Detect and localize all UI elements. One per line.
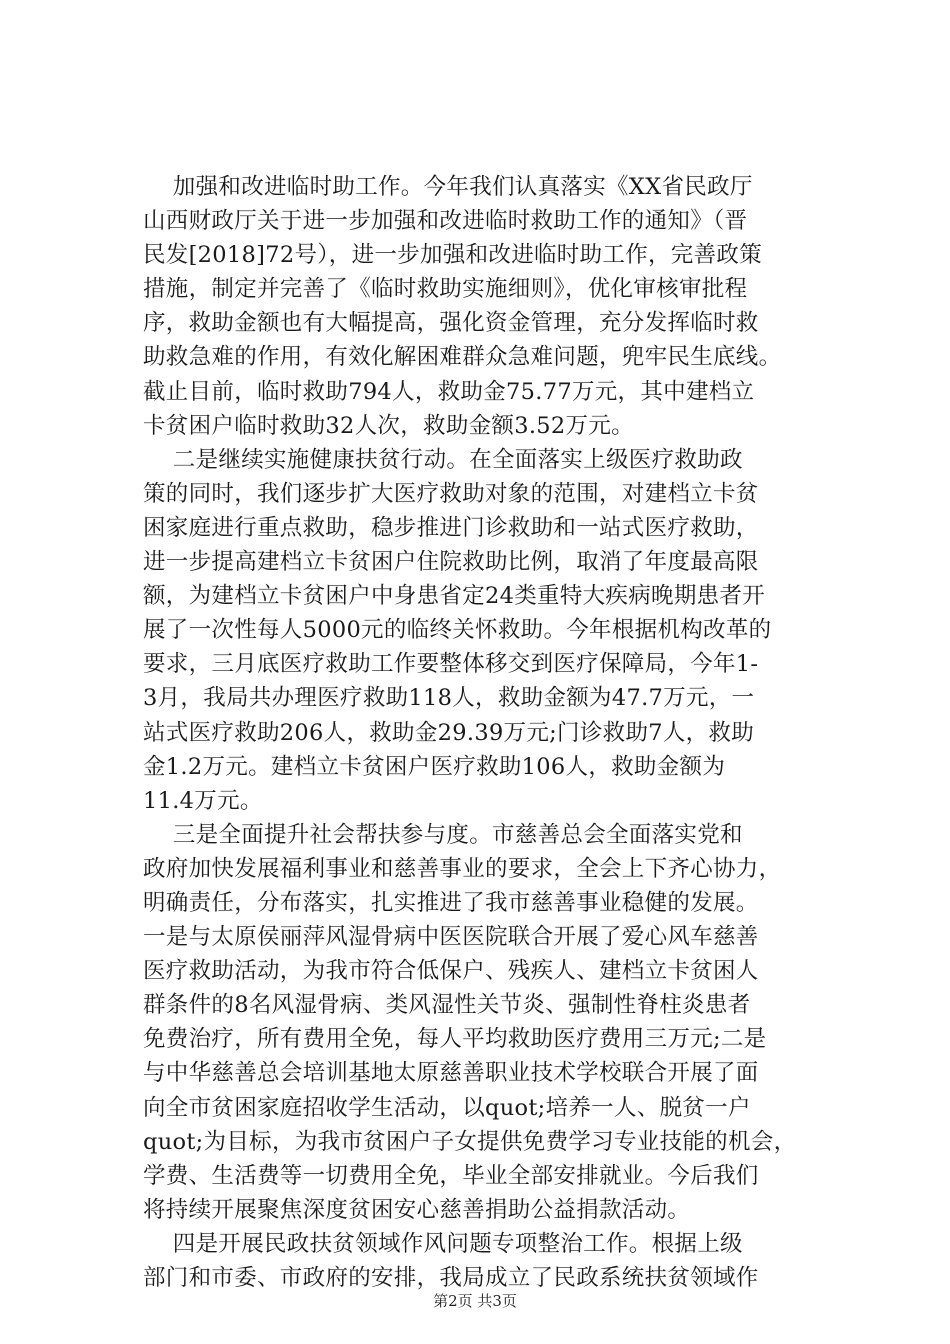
text-line: 四是开展民政扶贫领域作风问题专项整治工作。根据上级 — [143, 1230, 743, 1257]
text-line: 二是继续实施健康扶贫行动。在全面落实上级医疗救助政 — [143, 446, 743, 473]
text-line: 部门和市委、市政府的安排，我局成立了民政系统扶贫领域作 — [143, 1265, 759, 1291]
text-line: 措施，制定并完善了《临时救助实施细则》，优化审核审批程 — [143, 276, 748, 303]
text-line: 三是全面提升社会帮扶参与度。市慈善总会全面落实党和 — [143, 821, 743, 848]
text-line: 政府加快发展福利事业和慈善事业的要求，全会上下齐心协力， — [143, 855, 782, 882]
text-line: 额，为建档立卡贫困户中身患省定24类重特大疾病晚期患者开 — [143, 583, 766, 610]
text-line: 策的同时，我们逐步扩大医疗救助对象的范围，对建档立卡贫 — [143, 480, 759, 507]
text-line: 山西财政厅关于进一步加强和改进临时救助工作的通知》（晋 — [143, 208, 748, 235]
text-line: quot;为目标，为我市贫困户子女提供免费学习专业技能的机会， — [143, 1128, 797, 1155]
text-line: 展了一次性每人5000元的临终关怀救助。今年根据机构改革的 — [143, 617, 772, 644]
text-line: 站式医疗救助206人，救助金29.39万元;门诊救助7人，救助 — [143, 719, 755, 746]
page-footer: 第2页 共3页 — [433, 1292, 517, 1310]
text-line: 序，救助金额也有大幅提高，强化资金管理，充分发挥临时救 — [143, 310, 759, 337]
text-line: 学费、生活费等一切费用全免，毕业全部安排就业。今后我们 — [143, 1162, 759, 1189]
text-line: 向全市贫困家庭招收学生活动，以quot;培养一人、脱贫一户 — [143, 1094, 751, 1121]
text-line: 截止目前，临时救助794人，救助金75.77万元，其中建档立 — [143, 378, 755, 405]
text-line: 群条件的8名风湿骨病、类风湿性关节炎、强制性脊柱炎患者 — [143, 992, 751, 1019]
text-line: 医疗救助活动，为我市符合低保户、残疾人、建档立卡贫困人 — [143, 958, 759, 985]
text-line: 11.4万元。 — [143, 787, 263, 814]
body-text — [143, 170, 843, 1295]
text-line: 助救急难的作用，有效化解困难群众急难问题，兜牢民生底线。 — [143, 344, 782, 371]
text-line: 民发[2018]72号），进一步加强和改进临时助工作，完善政策 — [143, 242, 762, 269]
text-line: 金1.2万元。建档立卡贫困户医疗救助106人，救助金额为 — [143, 753, 726, 780]
text-line: 困家庭进行重点救助，稳步推进门诊救助和一站式医疗救助， — [143, 514, 759, 541]
text-line: 要求，三月底医疗救助工作要整体移交到医疗保障局，今年1- — [143, 651, 759, 678]
text-line: 进一步提高建档立卡贫困户住院救助比例，取消了年度最高限 — [143, 549, 759, 576]
text-line: 明确责任，分布落实，扎实推进了我市慈善事业稳健的发展。 — [143, 889, 759, 916]
text-line: 将持续开展聚焦深度贫困安心慈善捐助公益捐款活动。 — [143, 1196, 691, 1223]
text-line: 与中华慈善总会培训基地太原慈善职业技术学校联合开展了面 — [143, 1060, 759, 1087]
text-line: 免费治疗，所有费用全免，每人平均救助医疗费用三万元;二是 — [143, 1026, 767, 1053]
text-line: 加强和改进临时助工作。今年我们认真落实《XX省民政厅 — [143, 174, 753, 200]
text-line: 3月，我局共办理医疗救助118人，救助金额为47.7万元，一 — [143, 685, 755, 712]
text-line: 一是与太原侯丽萍风湿骨病中医医院联合开展了爱心风车慈善 — [143, 924, 759, 951]
text-line: 卡贫困户临时救助32人次，救助金额3.52万元。 — [143, 412, 634, 439]
